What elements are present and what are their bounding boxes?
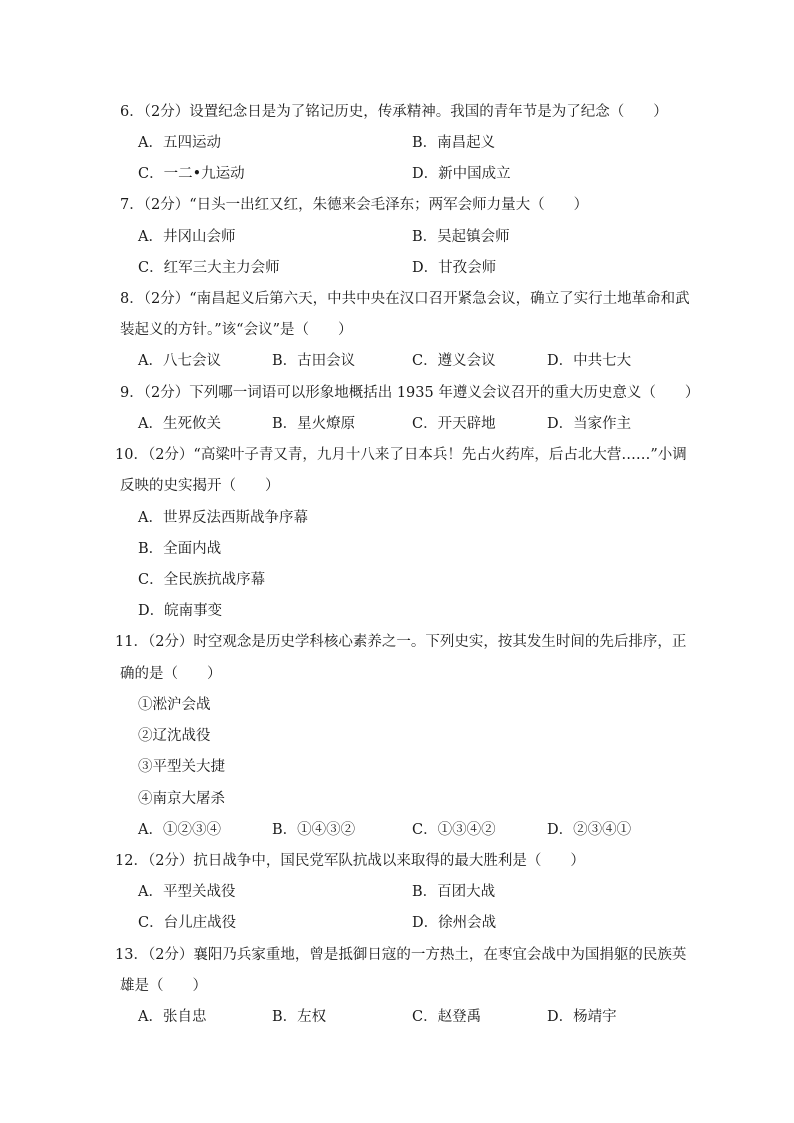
question-number: 6． xyxy=(120,104,144,120)
option-a: A．井冈山会师 xyxy=(138,229,236,245)
question-text: （2分）“南昌起义后第六天，中共中央在汉口召开紧急会议，确立了实行土地革命和武 xyxy=(143,291,690,307)
option-a: A．①②③④ xyxy=(138,822,221,838)
question-10 xyxy=(115,445,687,465)
question-number: 12． xyxy=(115,853,148,869)
question-number: 8． xyxy=(120,291,144,307)
question-text-cont: 装起义的方针。”该“会议”是（ ） xyxy=(120,322,353,338)
question-text-cont: 确的是（ ） xyxy=(120,666,222,682)
question-text: （2分）“高粱叶子青又青，九月十八来了日本兵！先占火药库，后占北大营……”小调 xyxy=(147,447,687,463)
option-c: C．遵义会议 xyxy=(412,353,496,369)
question-11 xyxy=(115,632,686,652)
option-c: C．赵登禹 xyxy=(412,1009,482,1025)
question-number: 10． xyxy=(115,447,148,463)
question-number: 13． xyxy=(115,947,148,963)
question-number: 7． xyxy=(120,197,144,213)
option-d: D．甘孜会师 xyxy=(412,260,497,276)
option-a: A．五四运动 xyxy=(138,135,221,151)
option-a: A．八七会议 xyxy=(138,353,221,369)
option-b: B．全面内战 xyxy=(138,541,222,557)
question-8 xyxy=(120,289,690,309)
option-d: D．杨靖宇 xyxy=(547,1009,617,1025)
question-text: （2分）时空观念是历史学科核心素养之一。下列史实，按其发生时间的先后排序，正 xyxy=(147,634,687,650)
option-d: D．皖南事变 xyxy=(138,603,223,619)
question-text-cont: 反映的史实揭开（ ） xyxy=(120,478,280,494)
question-12 xyxy=(115,851,585,871)
question-text-cont: 雄是（ ） xyxy=(120,978,207,994)
question-number: 9． xyxy=(120,385,144,401)
question-text: （2分）下列哪一词语可以形象地概括出 1935 年遵义会议召开的重大历史意义（ ） xyxy=(143,385,700,401)
question-text: （2分）襄阳乃兵家重地，曾是抵御日寇的一方热土，在枣宜会战中为国捐躯的民族英 xyxy=(147,947,687,963)
option-b: B．百团大战 xyxy=(412,884,496,900)
question-text: （2分）设置纪念日是为了铭记历史，传承精神。我国的青年节是为了纪念（ ） xyxy=(143,104,668,120)
option-d: D．②③④① xyxy=(547,822,632,838)
option-b: B．左权 xyxy=(272,1009,327,1025)
option-b: B．古田会议 xyxy=(272,353,356,369)
option-c: C．一二•九运动 xyxy=(138,166,245,182)
option-b: B．吴起镇会师 xyxy=(412,229,510,245)
option-a: A．世界反法西斯战争序幕 xyxy=(138,510,308,526)
option-a: A．生死攸关 xyxy=(138,416,221,432)
question-9 xyxy=(120,383,699,403)
question-13 xyxy=(115,945,686,965)
option-c: C．开天辟地 xyxy=(412,416,496,432)
option-b: B．南昌起义 xyxy=(412,135,496,151)
question-7 xyxy=(120,195,588,215)
event-item-3: ③平型关大捷 xyxy=(138,759,225,775)
question-text: （2分）“日头一出红又红，朱德来会毛泽东；两军会师力量大（ ） xyxy=(143,197,589,213)
option-c: C．①③④② xyxy=(412,822,496,838)
question-6 xyxy=(120,102,668,122)
option-c: C．台儿庄战役 xyxy=(138,915,237,931)
question-text: （2分）抗日战争中，国民党军队抗战以来取得的最大胜利是（ ） xyxy=(147,853,585,869)
question-number: 11． xyxy=(115,634,148,650)
option-d: D．中共七大 xyxy=(547,353,632,369)
option-d: D．徐州会战 xyxy=(412,915,497,931)
option-c: C．全民族抗战序幕 xyxy=(138,572,266,588)
option-d: D．新中国成立 xyxy=(412,166,511,182)
option-a: A．张自忠 xyxy=(138,1009,207,1025)
event-item-2: ②辽沈战役 xyxy=(138,728,211,744)
event-item-4: ④南京大屠杀 xyxy=(138,791,225,807)
event-item-1: ①淞沪会战 xyxy=(138,697,211,713)
option-b: B．星火燎原 xyxy=(272,416,356,432)
option-a: A．平型关战役 xyxy=(138,884,236,900)
option-b: B．①④③② xyxy=(272,822,356,838)
option-c: C．红军三大主力会师 xyxy=(138,260,280,276)
option-d: D．当家作主 xyxy=(547,416,632,432)
